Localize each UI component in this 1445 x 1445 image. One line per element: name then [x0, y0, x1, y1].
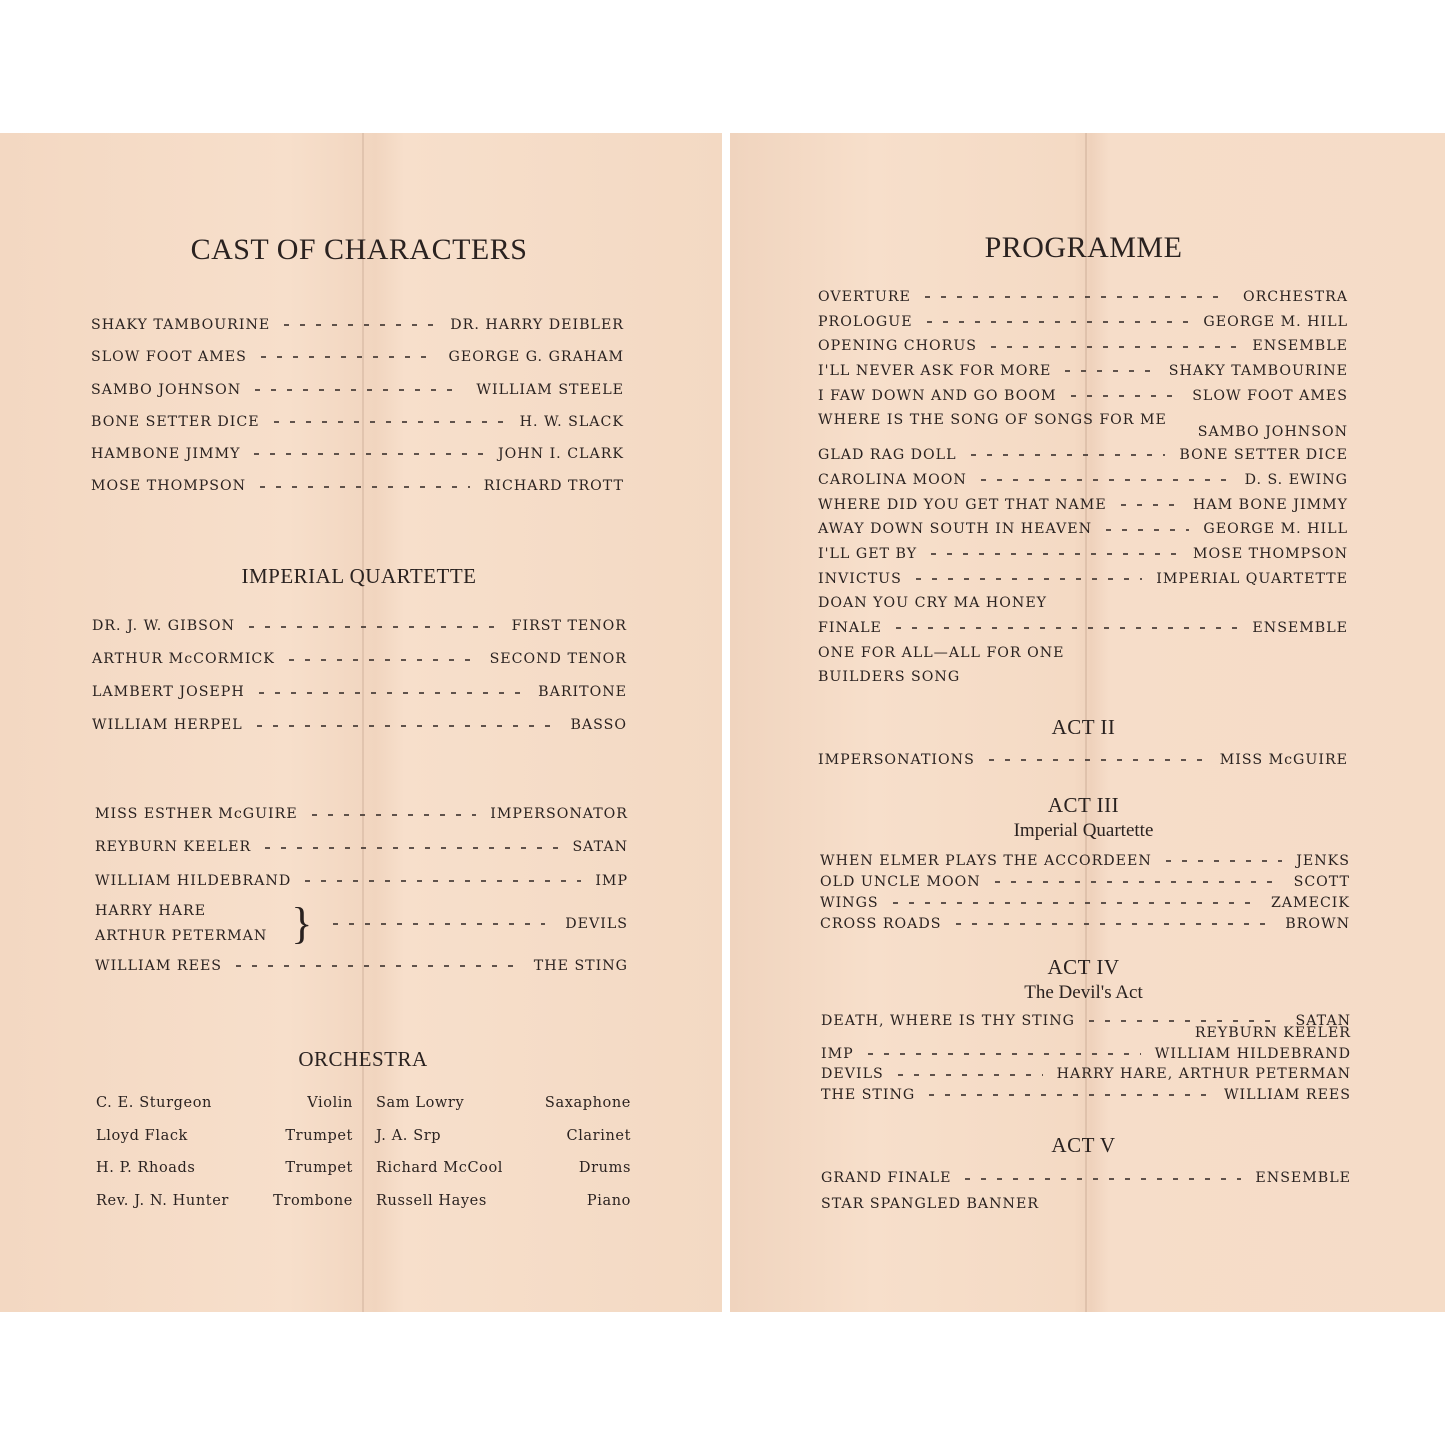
- quartette-title: IMPERIAL QUARTETTE: [241, 564, 477, 588]
- orchestra-list: [96, 1095, 631, 1225]
- item-label: I'LL NEVER ASK FOR MORE: [818, 363, 1052, 380]
- act2-title: ACT II: [1051, 715, 1116, 739]
- item-performer: SCOTT: [1293, 873, 1350, 890]
- item-performer: H. W. SLACK: [519, 413, 624, 430]
- item-label: IMP: [821, 1045, 854, 1062]
- instrument: Trumpet: [285, 1127, 353, 1144]
- list-row: [95, 798, 628, 831]
- dot-leader: [868, 1053, 1141, 1055]
- list-row: [91, 470, 624, 502]
- item-label: SHAKY TAMBOURINE: [91, 317, 271, 333]
- item-performer: HAM BONE JIMMY: [1193, 496, 1348, 513]
- instrument: Trombone: [273, 1192, 353, 1209]
- act3-subtitle: Imperial Quartette: [1013, 820, 1154, 841]
- dot-leader: [261, 356, 435, 358]
- dot-leader: [991, 346, 1238, 348]
- musician-name: H. P. Rhoads: [96, 1160, 196, 1177]
- instrument: Clarinet: [566, 1127, 631, 1144]
- dot-leader: [995, 881, 1280, 883]
- list-row: [820, 893, 1350, 914]
- dot-leader: [289, 659, 476, 661]
- item-performer: MOSE THOMPSON: [1192, 545, 1348, 562]
- list-row: [818, 567, 1348, 592]
- item-performer: GEORGE G. GRAHAM: [448, 349, 624, 366]
- item-label: GLAD RAG DOLL: [818, 447, 957, 464]
- dot-leader: [333, 923, 545, 925]
- list-row: [818, 748, 1348, 772]
- item-label: SLOW FOOT AMES: [91, 349, 247, 366]
- dot-leader: [305, 880, 581, 882]
- cast-row: [95, 958, 628, 974]
- list-row: [91, 341, 624, 373]
- item-label: DEVILS: [821, 1066, 884, 1083]
- musician-name: Lloyd Flack: [96, 1127, 188, 1144]
- item-performer: IMP: [595, 872, 628, 889]
- brace: }: [291, 899, 314, 948]
- dot-leader: [265, 847, 558, 849]
- devil-name: HARRY HARE: [95, 903, 207, 919]
- orchestra-row: [96, 1193, 631, 1226]
- dot-leader: [236, 965, 520, 967]
- item-performer: WILLIAM REES: [1223, 1087, 1351, 1104]
- dot-leader: [255, 389, 462, 391]
- instrument: Saxaphone: [544, 1095, 631, 1111]
- dot-leader: [929, 1094, 1210, 1096]
- item-label: PROLOGUE: [818, 313, 913, 330]
- item-label: CROSS ROADS: [820, 915, 942, 932]
- item-performer: HARRY HARE, ARTHUR PETERMAN: [1056, 1066, 1351, 1083]
- item-performer: ZAMECIK: [1270, 894, 1350, 911]
- orchestra-row: [96, 1160, 631, 1193]
- list-row: [818, 493, 1348, 518]
- musician-name: Sam Lowry: [376, 1095, 465, 1111]
- list-row: [818, 285, 1348, 310]
- item-performer: JOHN I. CLARK: [497, 446, 624, 463]
- list-row: [91, 406, 624, 438]
- item-label: FINALE: [818, 619, 882, 636]
- cast-list: [91, 309, 624, 503]
- dot-leader: [893, 902, 1257, 904]
- list-row: [818, 334, 1348, 359]
- dot-leader: [1121, 504, 1179, 506]
- list-row: [818, 591, 1348, 616]
- item-label: CAROLINA MOON: [818, 471, 967, 488]
- item-label: OVERTURE: [818, 289, 911, 305]
- item-performer: SATAN: [572, 839, 628, 856]
- item-performer: ENSEMBLE: [1252, 338, 1348, 355]
- item-performer: GEORGE M. HILL: [1203, 521, 1348, 538]
- list-row: [92, 676, 627, 709]
- item-label: WHEN ELMER PLAYS THE ACCORDEEN: [820, 853, 1152, 869]
- programme-title: PROGRAMME: [984, 231, 1183, 264]
- dot-leader: [965, 1178, 1241, 1180]
- item-label: I FAW DOWN AND GO BOOM: [818, 387, 1057, 404]
- item-performer: SATAN: [1295, 1013, 1351, 1029]
- dot-leader: [249, 626, 498, 628]
- musician-name: Richard McCool: [376, 1160, 504, 1177]
- item-performer: BONE SETTER DICE: [1179, 447, 1348, 464]
- list-row: [820, 851, 1350, 872]
- item-performer: SECOND TENOR: [489, 651, 627, 667]
- dot-leader: [259, 692, 524, 694]
- item-label: ONE FOR ALL—ALL FOR ONE: [818, 644, 1065, 661]
- devils-role: DEVILS: [565, 916, 628, 932]
- dot-leader: [260, 486, 470, 488]
- orchestra-row: [96, 1095, 631, 1128]
- item-performer: FIRST TENOR: [511, 618, 627, 634]
- item-label: OLD UNCLE MOON: [820, 873, 981, 890]
- item-performer: IMPERIAL QUARTETTE: [1156, 570, 1348, 587]
- item-performer: ENSEMBLE: [1255, 1170, 1351, 1186]
- dot-leader: [274, 421, 506, 423]
- devil-name: ARTHUR PETERMAN: [95, 928, 268, 944]
- list-row: [92, 610, 627, 643]
- list-row: [818, 665, 1348, 690]
- dot-leader: [971, 454, 1166, 456]
- list-row: [818, 468, 1348, 493]
- item-label: INVICTUS: [818, 570, 902, 587]
- orchestra-row: [96, 1128, 631, 1161]
- list-row: [818, 517, 1348, 542]
- act5-title: ACT V: [1051, 1133, 1116, 1157]
- list-row: [821, 1166, 1351, 1192]
- dot-leader: [981, 479, 1231, 481]
- item-label: REYBURN KEELER: [95, 839, 252, 856]
- item-performer: MISS McGUIRE: [1219, 752, 1348, 768]
- list-row: [92, 709, 627, 742]
- list-row: [91, 309, 624, 341]
- item-performer: WILLIAM HILDEBRAND: [1154, 1045, 1351, 1062]
- cast-title: CAST OF CHARACTERS: [190, 233, 528, 266]
- instrument: Drums: [578, 1160, 631, 1177]
- list-row: [91, 438, 624, 470]
- list-row: [818, 384, 1348, 409]
- musician-name: Russell Hayes: [376, 1192, 487, 1209]
- continued-performer: REYBURN KEELER: [1194, 1024, 1351, 1041]
- dot-leader: [254, 453, 483, 455]
- act5-list: [821, 1166, 1351, 1217]
- instrument: Violin: [307, 1095, 353, 1111]
- item-performer: DR. HARRY DEIBLER: [450, 317, 624, 333]
- item-performer: SHAKY TAMBOURINE: [1168, 363, 1348, 380]
- instrument: Trumpet: [285, 1160, 353, 1177]
- list-row: [820, 914, 1350, 935]
- act4-subtitle: The Devil's Act: [1024, 982, 1143, 1003]
- dot-leader: [284, 324, 436, 326]
- item-performer: ORCHESTRA: [1242, 289, 1348, 305]
- item-label: WHERE DID YOU GET THAT NAME: [818, 496, 1107, 513]
- item-performer: GEORGE M. HILL: [1203, 313, 1348, 330]
- musician-name: C. E. Sturgeon: [96, 1095, 212, 1111]
- item-performer: SLOW FOOT AMES: [1192, 387, 1348, 404]
- item-performer: BROWN: [1285, 915, 1350, 932]
- dot-leader: [257, 725, 557, 727]
- item-label: STAR SPANGLED BANNER: [821, 1195, 1039, 1212]
- dot-leader: [1071, 395, 1179, 397]
- performer-name: WILLIAM REES: [95, 958, 223, 974]
- list-row: [818, 641, 1348, 666]
- musician-name: J. A. Srp: [376, 1127, 442, 1144]
- instrument: Piano: [586, 1192, 631, 1209]
- list-row: [821, 1064, 1351, 1085]
- act3-title: ACT III: [1047, 793, 1120, 817]
- item-performer: BASSO: [570, 717, 627, 733]
- item-performer: IMPERSONATOR: [490, 806, 628, 822]
- left-page: [0, 133, 722, 1312]
- list-row: [818, 616, 1348, 641]
- list-row: [818, 310, 1348, 335]
- item-label: BUILDERS SONG: [818, 669, 961, 686]
- list-row: [91, 374, 624, 406]
- right-page: [730, 133, 1445, 1312]
- item-label: HAMBONE JIMMY: [91, 446, 241, 463]
- list-row: [820, 872, 1350, 893]
- dot-leader: [1065, 370, 1154, 372]
- item-label: DR. J. W. GIBSON: [92, 618, 235, 634]
- item-label: DOAN YOU CRY MA HONEY: [818, 595, 1048, 612]
- musician-name: Rev. J. N. Hunter: [96, 1192, 229, 1209]
- list-row: [818, 443, 1348, 468]
- quartette-list: [92, 610, 627, 742]
- list-row: [821, 1192, 1351, 1218]
- list-row: [95, 865, 628, 898]
- item-label: OPENING CHORUS: [818, 338, 978, 355]
- act4-list: [821, 1011, 1351, 1106]
- list-row: [95, 831, 628, 864]
- list-row: [818, 542, 1348, 567]
- dot-leader: [898, 1074, 1043, 1076]
- item-label: LAMBERT JOSEPH: [92, 684, 245, 700]
- dot-leader: [916, 578, 1142, 580]
- item-label: SAMBO JOHNSON: [91, 381, 242, 398]
- dot-leader: [1089, 1020, 1281, 1022]
- list-row: [92, 643, 627, 676]
- item-label: AWAY DOWN SOUTH IN HEAVEN: [818, 521, 1093, 538]
- item-performer: ENSEMBLE: [1252, 619, 1348, 636]
- item-label: GRAND FINALE: [821, 1170, 952, 1186]
- act4-title: ACT IV: [1047, 955, 1120, 979]
- orchestra-title: ORCHESTRA: [298, 1047, 428, 1071]
- item-label: IMPERSONATIONS: [818, 752, 975, 768]
- dot-leader: [931, 553, 1179, 555]
- dot-leader: [896, 627, 1239, 629]
- item-performer: RICHARD TROTT: [483, 478, 624, 495]
- act3-list: [820, 851, 1350, 935]
- item-label: MOSE THOMPSON: [91, 478, 247, 495]
- item-label: DEATH, WHERE IS THY STING: [821, 1013, 1075, 1029]
- dot-leader: [956, 923, 1272, 925]
- item-performer: WILLIAM STEELE: [476, 381, 624, 398]
- list-row: [821, 1085, 1351, 1106]
- item-performer: BARITONE: [538, 684, 627, 700]
- item-label: WINGS: [820, 894, 879, 911]
- act2-list: [818, 748, 1348, 772]
- item-performer: D. S. EWING: [1244, 471, 1348, 488]
- item-label: WILLIAM HILDEBRAND: [95, 872, 292, 889]
- dot-leader: [1106, 529, 1189, 531]
- list-row: [821, 1044, 1351, 1065]
- act1-list: [818, 285, 1348, 690]
- continued-performer: SAMBO JOHNSON: [1197, 424, 1348, 441]
- item-label: ARTHUR McCORMICK: [92, 651, 275, 667]
- role-name: THE STING: [533, 958, 628, 974]
- dot-leader: [312, 814, 477, 816]
- item-performer: JENKS: [1296, 853, 1350, 869]
- item-label: MISS ESTHER McGUIRE: [95, 806, 298, 822]
- item-label: I'LL GET BY: [818, 545, 918, 562]
- devils-row: [95, 898, 628, 950]
- item-label: WHERE IS THE SONG OF SONGS FOR ME: [818, 412, 1167, 429]
- dot-leader: [989, 759, 1206, 761]
- dot-leader: [927, 321, 1190, 323]
- specialty-list: [95, 798, 628, 898]
- list-row: [818, 359, 1348, 384]
- item-label: BONE SETTER DICE: [91, 413, 260, 430]
- dot-leader: [1166, 860, 1282, 862]
- dot-leader: [925, 296, 1229, 298]
- item-label: WILLIAM HERPEL: [92, 717, 243, 733]
- item-label: THE STING: [821, 1087, 916, 1104]
